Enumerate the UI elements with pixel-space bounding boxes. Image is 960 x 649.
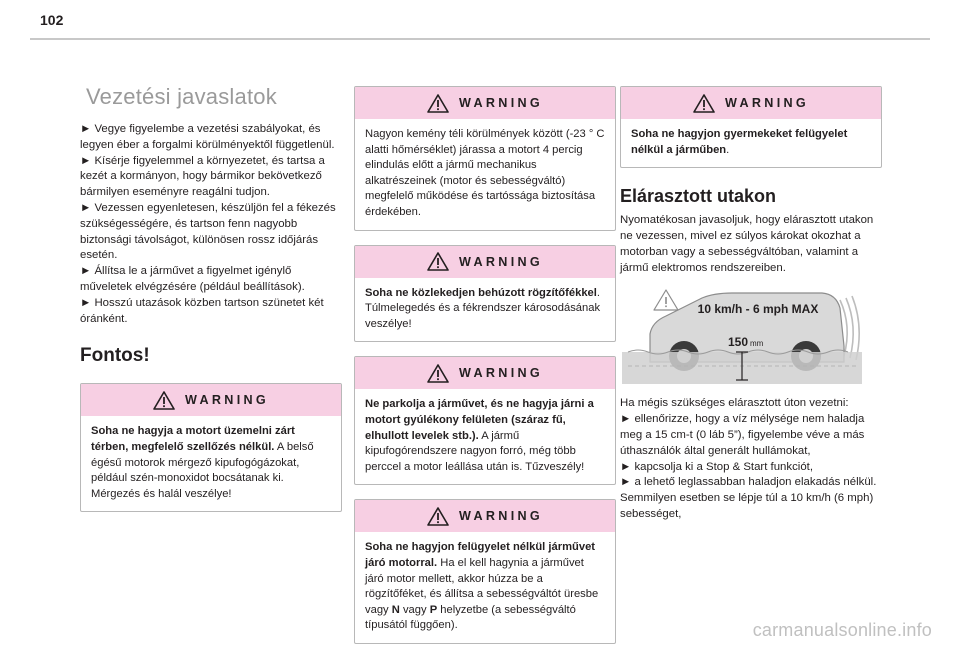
warning-triangle-icon bbox=[693, 94, 715, 113]
flooded-roads-steps: Ha mégis szükséges elárasztott úton vezetni: ► ellenőrizze, hogy a víz mélysége nem haladja meg a 15 cm-t (0 láb 5”), figyelembe véve a más úthasználók által generált hullámokat, ► kapcsolja ki a Stop & Start funkciót, ► a lehető leglassabban haladjon elakadás nélkül. Semmilyen esetben se lépje túl a 10 km/h (6 mph) sebességet, bbox=[620, 397, 877, 520]
warning-label: WARNING bbox=[725, 96, 809, 110]
warning-triangle-icon bbox=[427, 364, 449, 383]
column-right bbox=[620, 86, 882, 523]
warning-text: Soha ne hagyjon gyermekeket felügyelet nélkül a járműben. bbox=[631, 128, 848, 156]
tip-item: ► Állítsa le a járművet a figyelmet igénylő műveletek elvégzésére (például beállítások). bbox=[80, 265, 305, 293]
warning-text: Nagyon kemény téli körülmények között (-23 ° C alatti hőmérséklet) járassa a motort 4 percig elindulás előtt a jármű mechanikus alkatrészeinek (motor és sebességváltó) megfelelő működése és tartóssága biztosítása érdekében. bbox=[365, 128, 605, 218]
warning-label: WARNING bbox=[459, 254, 543, 269]
warning-label: WARNING bbox=[459, 509, 543, 524]
warning-text: Soha ne közlekedjen behúzott rögzítőfékkel. Túlmelegedés és a fékrendszer károsodásának veszélye! bbox=[365, 286, 601, 330]
tip-item: ► Vegye figyelembe a vezetési szabályokat, és legyen éber a forgalmi körülményektől függetlenül. bbox=[80, 123, 335, 151]
warning-header bbox=[355, 500, 615, 532]
flooded-roads-heading: Elárasztott utakon bbox=[620, 186, 777, 207]
warning-triangle-icon bbox=[427, 94, 449, 113]
watermark: carmanualsonline.info bbox=[752, 620, 932, 640]
important-heading: Fontos! bbox=[80, 345, 150, 367]
warning-box-parking-brake bbox=[354, 245, 616, 343]
column-left bbox=[80, 82, 342, 512]
warning-header bbox=[81, 384, 341, 416]
warning-box-enclosed-space bbox=[80, 383, 342, 512]
warning-text: Soha ne hagyja a motort üzemelni zárt térben, megfelelő szellőzés nélkül. A belső égésű motorok mérgező kipufogógázokat, például szén-monoxidot bocsátanak ki. Mérgezés és halál veszélye! bbox=[91, 425, 314, 500]
warning-triangle-icon bbox=[153, 391, 175, 410]
warning-header bbox=[355, 246, 615, 278]
column-middle bbox=[354, 86, 616, 644]
driving-tips-list bbox=[80, 122, 342, 327]
warning-header bbox=[621, 87, 881, 119]
warning-box-winter bbox=[354, 86, 616, 231]
tip-item: ► Hosszú utazások közben tartson szünetet két óránként. bbox=[80, 296, 324, 325]
warning-header bbox=[355, 87, 615, 119]
flooded-roads-intro: Nyomatékosan javasoljuk, hogy elárasztott utakon ne vezessen, mivel ez súlyos károkat okozhat a motorban vagy a sebességváltóban, valamint a jármű elektromos rendszereiben. bbox=[620, 214, 874, 274]
tip-item: ► Kísérje figyelemmel a környezetet, és tartsa a kezét a kormányon, hogy bármikor bekövetkező bármilyen eseményre reagálni tudjon. bbox=[80, 154, 325, 199]
warning-label: WARNING bbox=[185, 393, 269, 408]
warning-label: WARNING bbox=[459, 366, 543, 381]
warning-box-flammable-surface bbox=[354, 356, 616, 485]
warning-triangle-icon bbox=[427, 507, 449, 526]
depth-unit: mm bbox=[750, 339, 764, 349]
warning-text: Ne parkolja a járművet, és ne hagyja járni a motort gyúlékony felületen (száraz fű, elhullott levelek stb.). A jármű kipufogórendszere nagyon forró, még több perccel a motor leállása után is. Tűzveszély! bbox=[365, 398, 594, 473]
warning-box-unattended-engine bbox=[354, 499, 616, 644]
warning-box-children bbox=[620, 86, 882, 168]
header-divider bbox=[30, 38, 930, 40]
depth-value: 150 bbox=[727, 335, 748, 350]
tip-item: ► Vezessen egyenletesen, készüljön fel a fékezés szükségességére, és tartson fenn nagyobb biztonsági távolságot, különösen rossz időjárás esetén. bbox=[80, 201, 336, 262]
warning-triangle-icon bbox=[654, 290, 678, 310]
warning-label: WARNING bbox=[459, 96, 543, 110]
section-title-driving-tips: Vezetési javaslatok bbox=[86, 84, 277, 109]
warning-text: Soha ne hagyjon felügyelet nélkül járművet járó motorral. Ha el kell hagynia a járművet járó motor mellett, akkor húzza be a rögzítőféket, és állítsa a sebességváltót üresbe vagy N vagy P helyzetbe (a sebességváltó típusától függően). bbox=[365, 541, 599, 632]
warning-triangle-icon bbox=[427, 252, 449, 271]
page-number: 102 bbox=[40, 12, 64, 28]
speed-limit-label: 10 km/h - 6 mph MAX bbox=[697, 302, 819, 317]
flooded-road-car-figure bbox=[622, 286, 862, 384]
warning-header bbox=[355, 357, 615, 389]
